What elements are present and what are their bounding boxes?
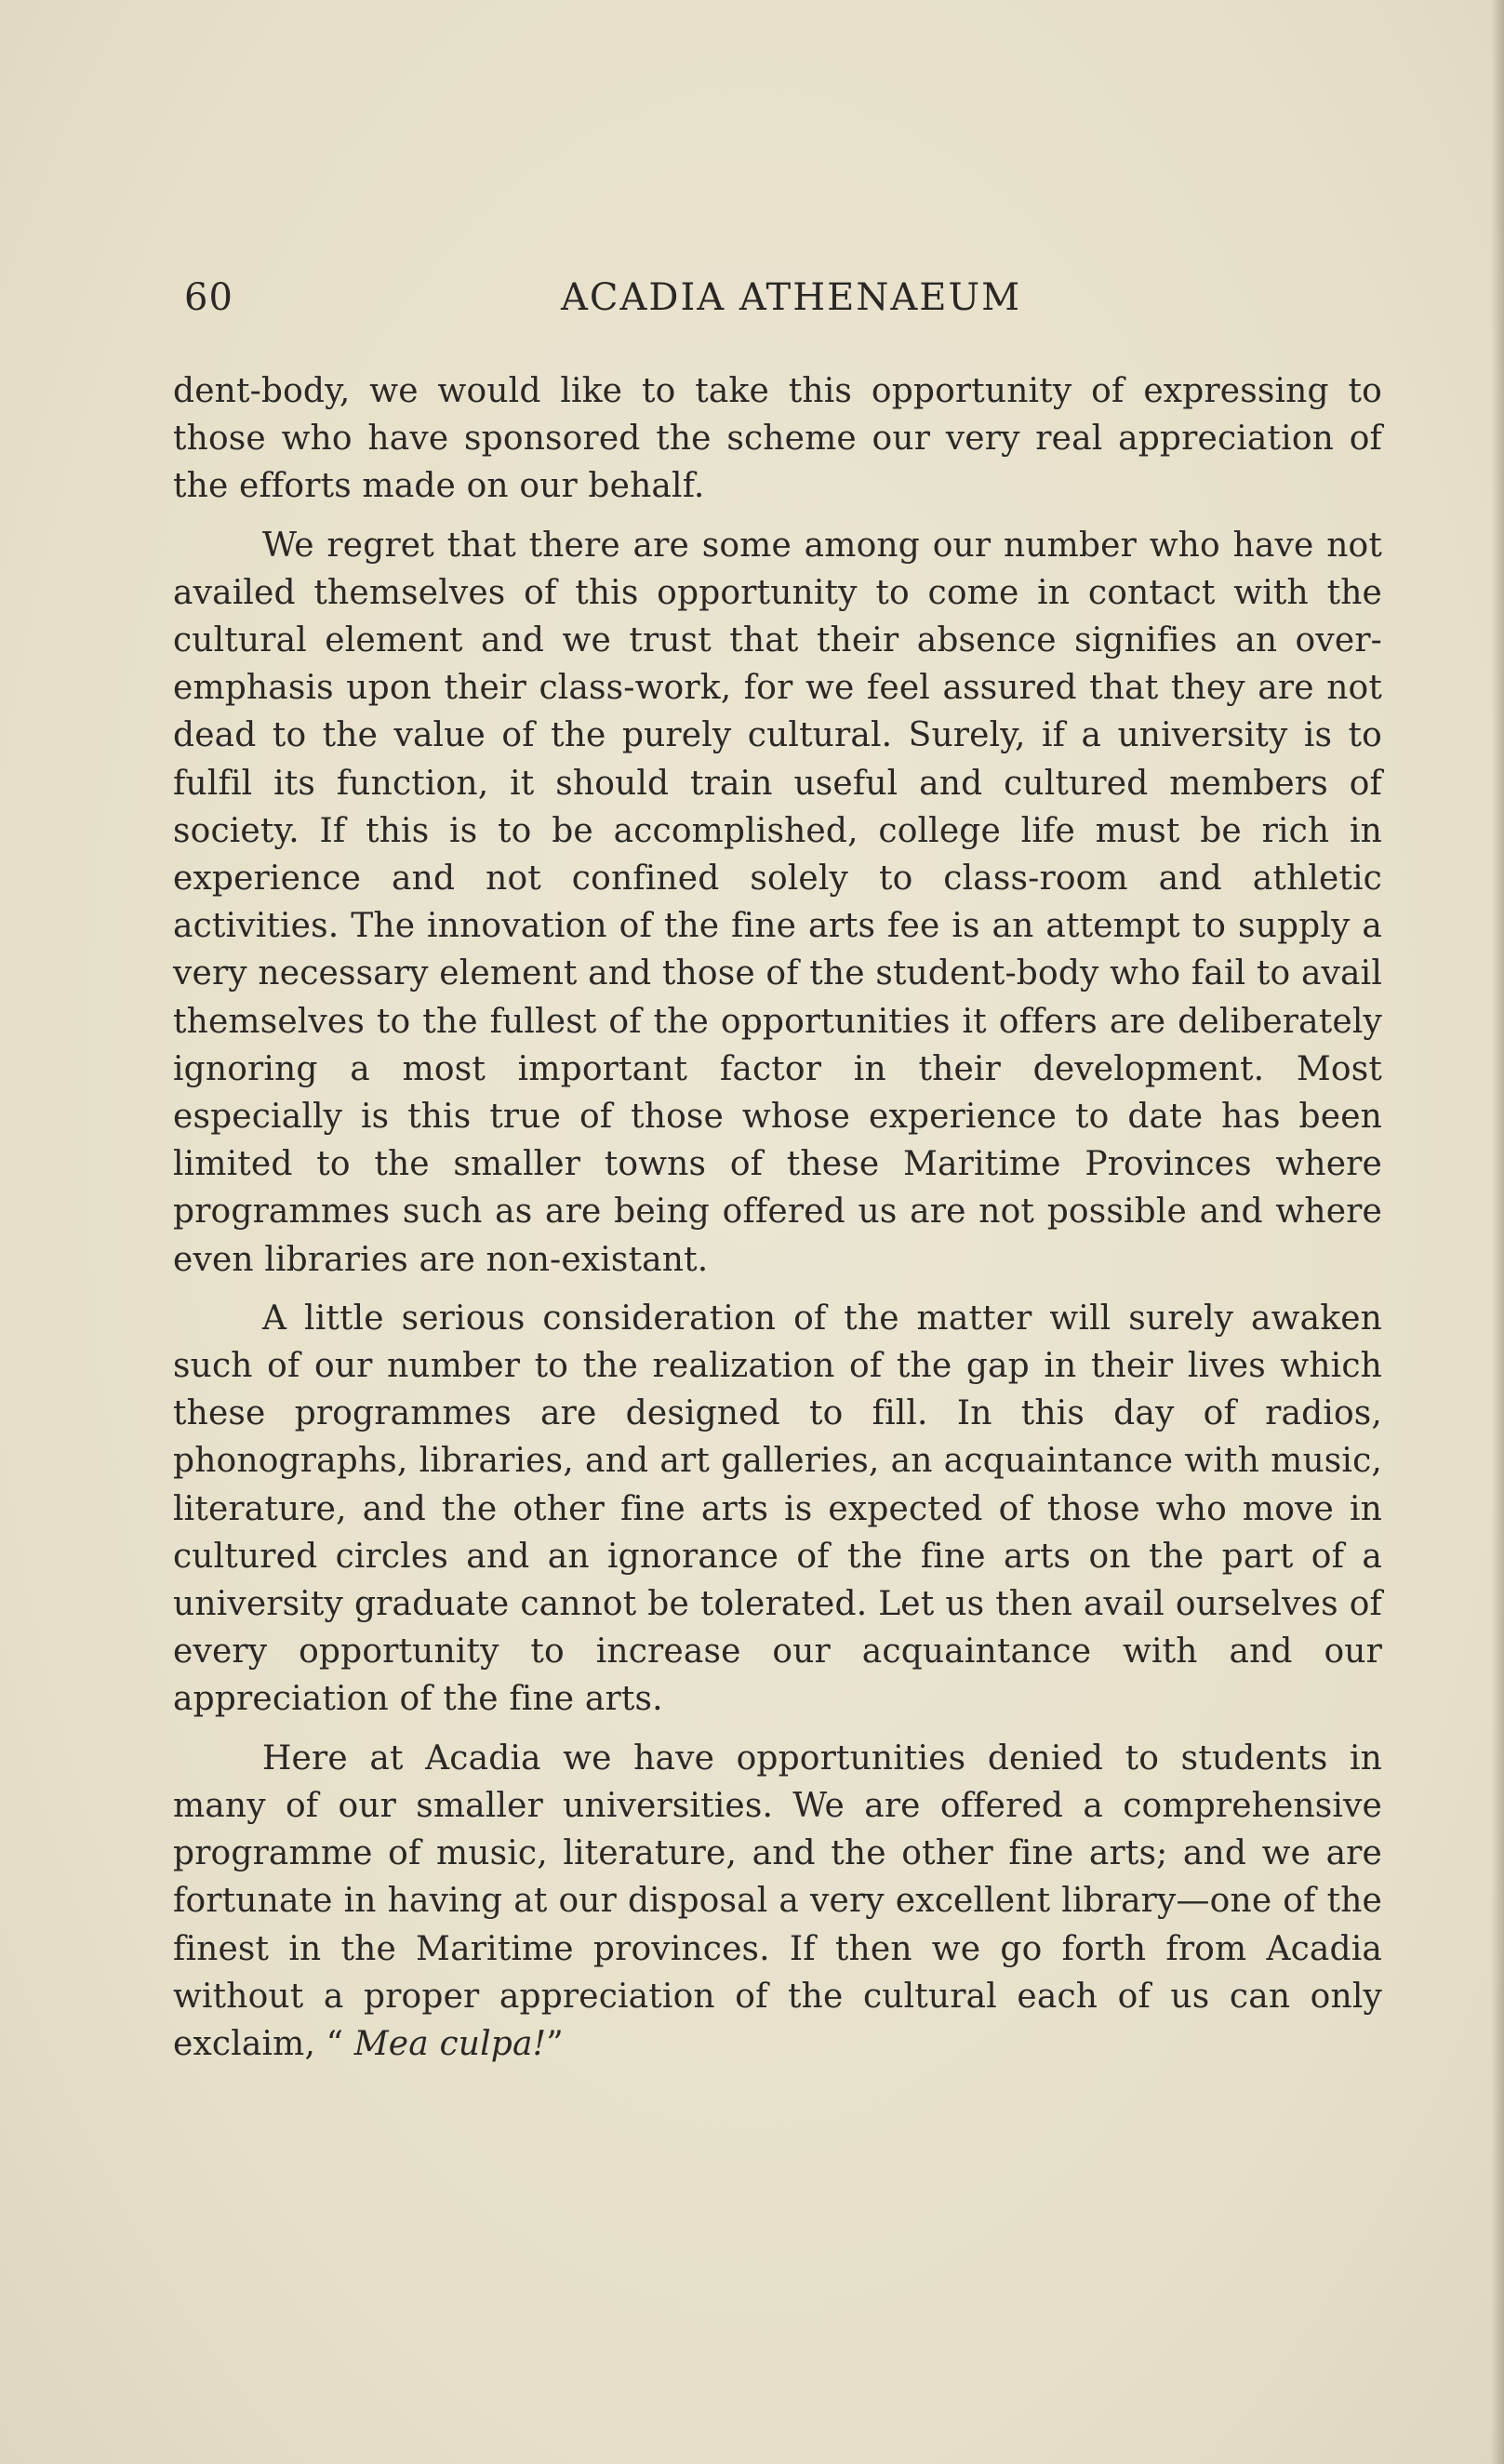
quote-open: “	[315, 2024, 354, 2063]
running-header	[184, 270, 1384, 326]
body-text	[173, 367, 1382, 2068]
quote-close: ”	[546, 2024, 564, 2063]
paragraph-1: dent-body, we would like to take this opportunity of expressing to those who have sponsored the scheme our very real appreciation of the efforts made on our behalf.	[173, 372, 1382, 506]
page-edge-shadow	[1491, 0, 1504, 2464]
paragraph-4	[173, 1735, 1382, 2068]
closing-exclamation: Mea culpa!	[353, 2024, 547, 2063]
page-number: 60	[184, 276, 233, 319]
paragraph-4-text: Here at Acadia we have opportunities denied to students in many of our smaller universities. We are offered a comprehensive programme of music, literature, and the other fine arts; and we are fortunate in having at our disposal a very excellent library—one of the finest in the Maritime provinces. If then we go forth from Acadia without a proper appreciation of the cultural each of us can only exclaim,	[173, 1738, 1382, 2063]
running-title: ACADIA ATHENAEUM	[561, 276, 1022, 319]
paragraph-2: We regret that there are some among our number who have not availed themselves of this opportunity to come in contact with the cultural element and we trust that their absence signifies an over-emphasis upon their class-work, for we feel assured that they are not dead to the value of the purely cultural. Surely, if a university is to fulfil its function, it should train useful and cultured members of society. If this is to be accomplished, college life must be rich in experience and not confined solely to class-room and athletic activities. The innovation of the fine arts fee is an attempt to supply a very necessary element and those of the student-body who fail to avail themselves to the fullest of the opportunities it offers are deliberately ignoring a most important factor in their development. Most especially is this true of those whose experience to date has been limited to the smaller towns of these Maritime Provinces where programmes such as are being offered us are not possible and where even libraries are non-existant.	[173, 526, 1382, 1279]
paragraph-3: A little serious consideration of the matter will surely awaken such of our number to the realization of the gap in their lives which these programmes are designed to fill. In this day of radios, phonographs, libraries, and art galleries, an acquaintance with music, literature, and the other fine arts is expected of those who move in cultured circles and an ignorance of the fine arts on the part of a university graduate cannot be tolerated. Let us then avail ourselves of every opportunity to increase our acquaintance with and our appreciation of the fine arts.	[173, 1299, 1382, 1719]
